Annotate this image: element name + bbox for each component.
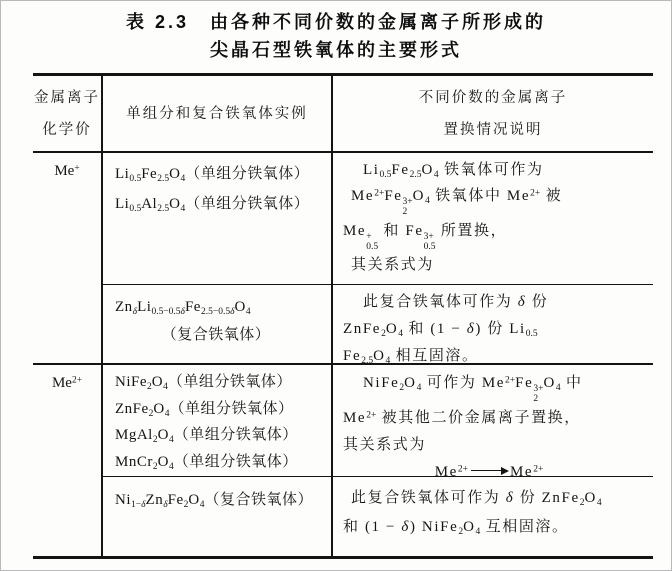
reaction-equation-line [343,278,649,285]
formula-line: $Zn_\delta Li_{0.5-0.5\delta}Fe_{2.5-0.5\delta}O_4$ [115,299,251,317]
explanation-line: 此复合铁氧体可作为 δ 份 [363,294,549,310]
explanation-line: 其关系式为 [351,257,435,274]
reaction-equation-line: $Me^{2+}$ $Me^{2+}$ [434,463,544,477]
header-notes-line1: 不同价数的金属离子 [418,89,568,106]
header-valence-line1: 金属离子 [34,89,100,106]
ion-cell-me-plus [33,153,103,365]
explanation-line: 此复合铁氧体可作为 δ 份 $ZnFe_2O_4$ [351,490,602,508]
explanation-line: $Me^{2+}Fe$ 3+ 2 $O_4$ 铁氧体中 $Me^{2+}$ 被 [351,188,563,217]
spinel-ferrite-table [33,73,653,559]
explanation-line: $NiFe_2O_4$ 可作为 $Me^{2+}Fe$ 3+ 2 $O_4$ 中 [363,375,583,404]
formula-line: $MnCr_2O_4$（单组分铁氧体） [115,453,298,472]
formula-line: $Li_{0.5}Fe_{2.5}O_4$（单组分铁氧体） [115,166,310,184]
examples-cell-znli-composite [103,285,333,365]
explanation-cell-znli-composite [333,285,653,365]
examples-cell-li-ferrites [103,153,333,285]
header-cell-metal-ion-valence [33,76,103,153]
table-caption-line1: 表 2.3 由各种不同价数的金属离子所形成的 [125,12,547,32]
examples-cell-nizn-composite [103,477,333,556]
ion-label-me-plus: Me+ [54,163,80,179]
explanation-line: $ZnFe_2O_4$ 和 (1 − δ) 份 $Li_{0.5}$ [343,321,538,339]
header-notes-line2: 置换情况说明 [443,121,543,138]
table-caption [1,8,671,64]
formula-line: $NiFe_2O_4$（单组分铁氧体） [115,374,292,392]
explanation-line: $Fe_{2.5}O_4$ 相互固溶。 [343,348,479,365]
table-caption-line2: 尖晶石型铁氧体的主要形式 [210,40,462,60]
explanation-line: Me + 0.5 和 Fe 3+ 0.5 所置换， [343,222,508,252]
examples-cell-divalent-ferrites [103,365,333,477]
formula-line: $Li_{0.5}Al_{2.5}O_4$（单组分铁氧体） [115,196,310,214]
explanation-line: 和 (1 − δ) $NiFe_2O_4$ 互相固溶。 [343,519,569,537]
explanation-line: 其关系式为 [343,436,427,453]
explanation-cell-nizn-composite [333,477,653,556]
header-examples-label: 单组分和复合铁氧体实例 [126,105,308,122]
formula-line: （复合铁氧体） [161,327,271,343]
ion-label-me-2plus: $Me^{2+}$ [51,375,83,391]
explanation-cell-li-ferrites [333,153,653,285]
formula-line: $Ni_{1-\delta}Zn_\delta Fe_2O_4$（复合铁氧体） [115,492,313,510]
formula-line: $MgAl_2O_4$（单组分铁氧体） [115,427,298,445]
header-valence-line2: 化学价 [42,121,92,138]
formula-line: $ZnFe_2O_4$（单组分铁氧体） [115,400,294,419]
explanation-cell-divalent-ferrites [333,365,653,477]
header-cell-ferrite-examples [103,76,333,153]
explanation-line: $Me^{2+}$ 被其他二价金属离子置换， [343,409,581,426]
explanation-line: $Li_{0.5}Fe_{2.5}O_4$ 铁氧体可作为 [363,162,544,180]
ion-cell-me-2plus [33,365,103,556]
header-cell-substitution-notes [333,76,653,153]
